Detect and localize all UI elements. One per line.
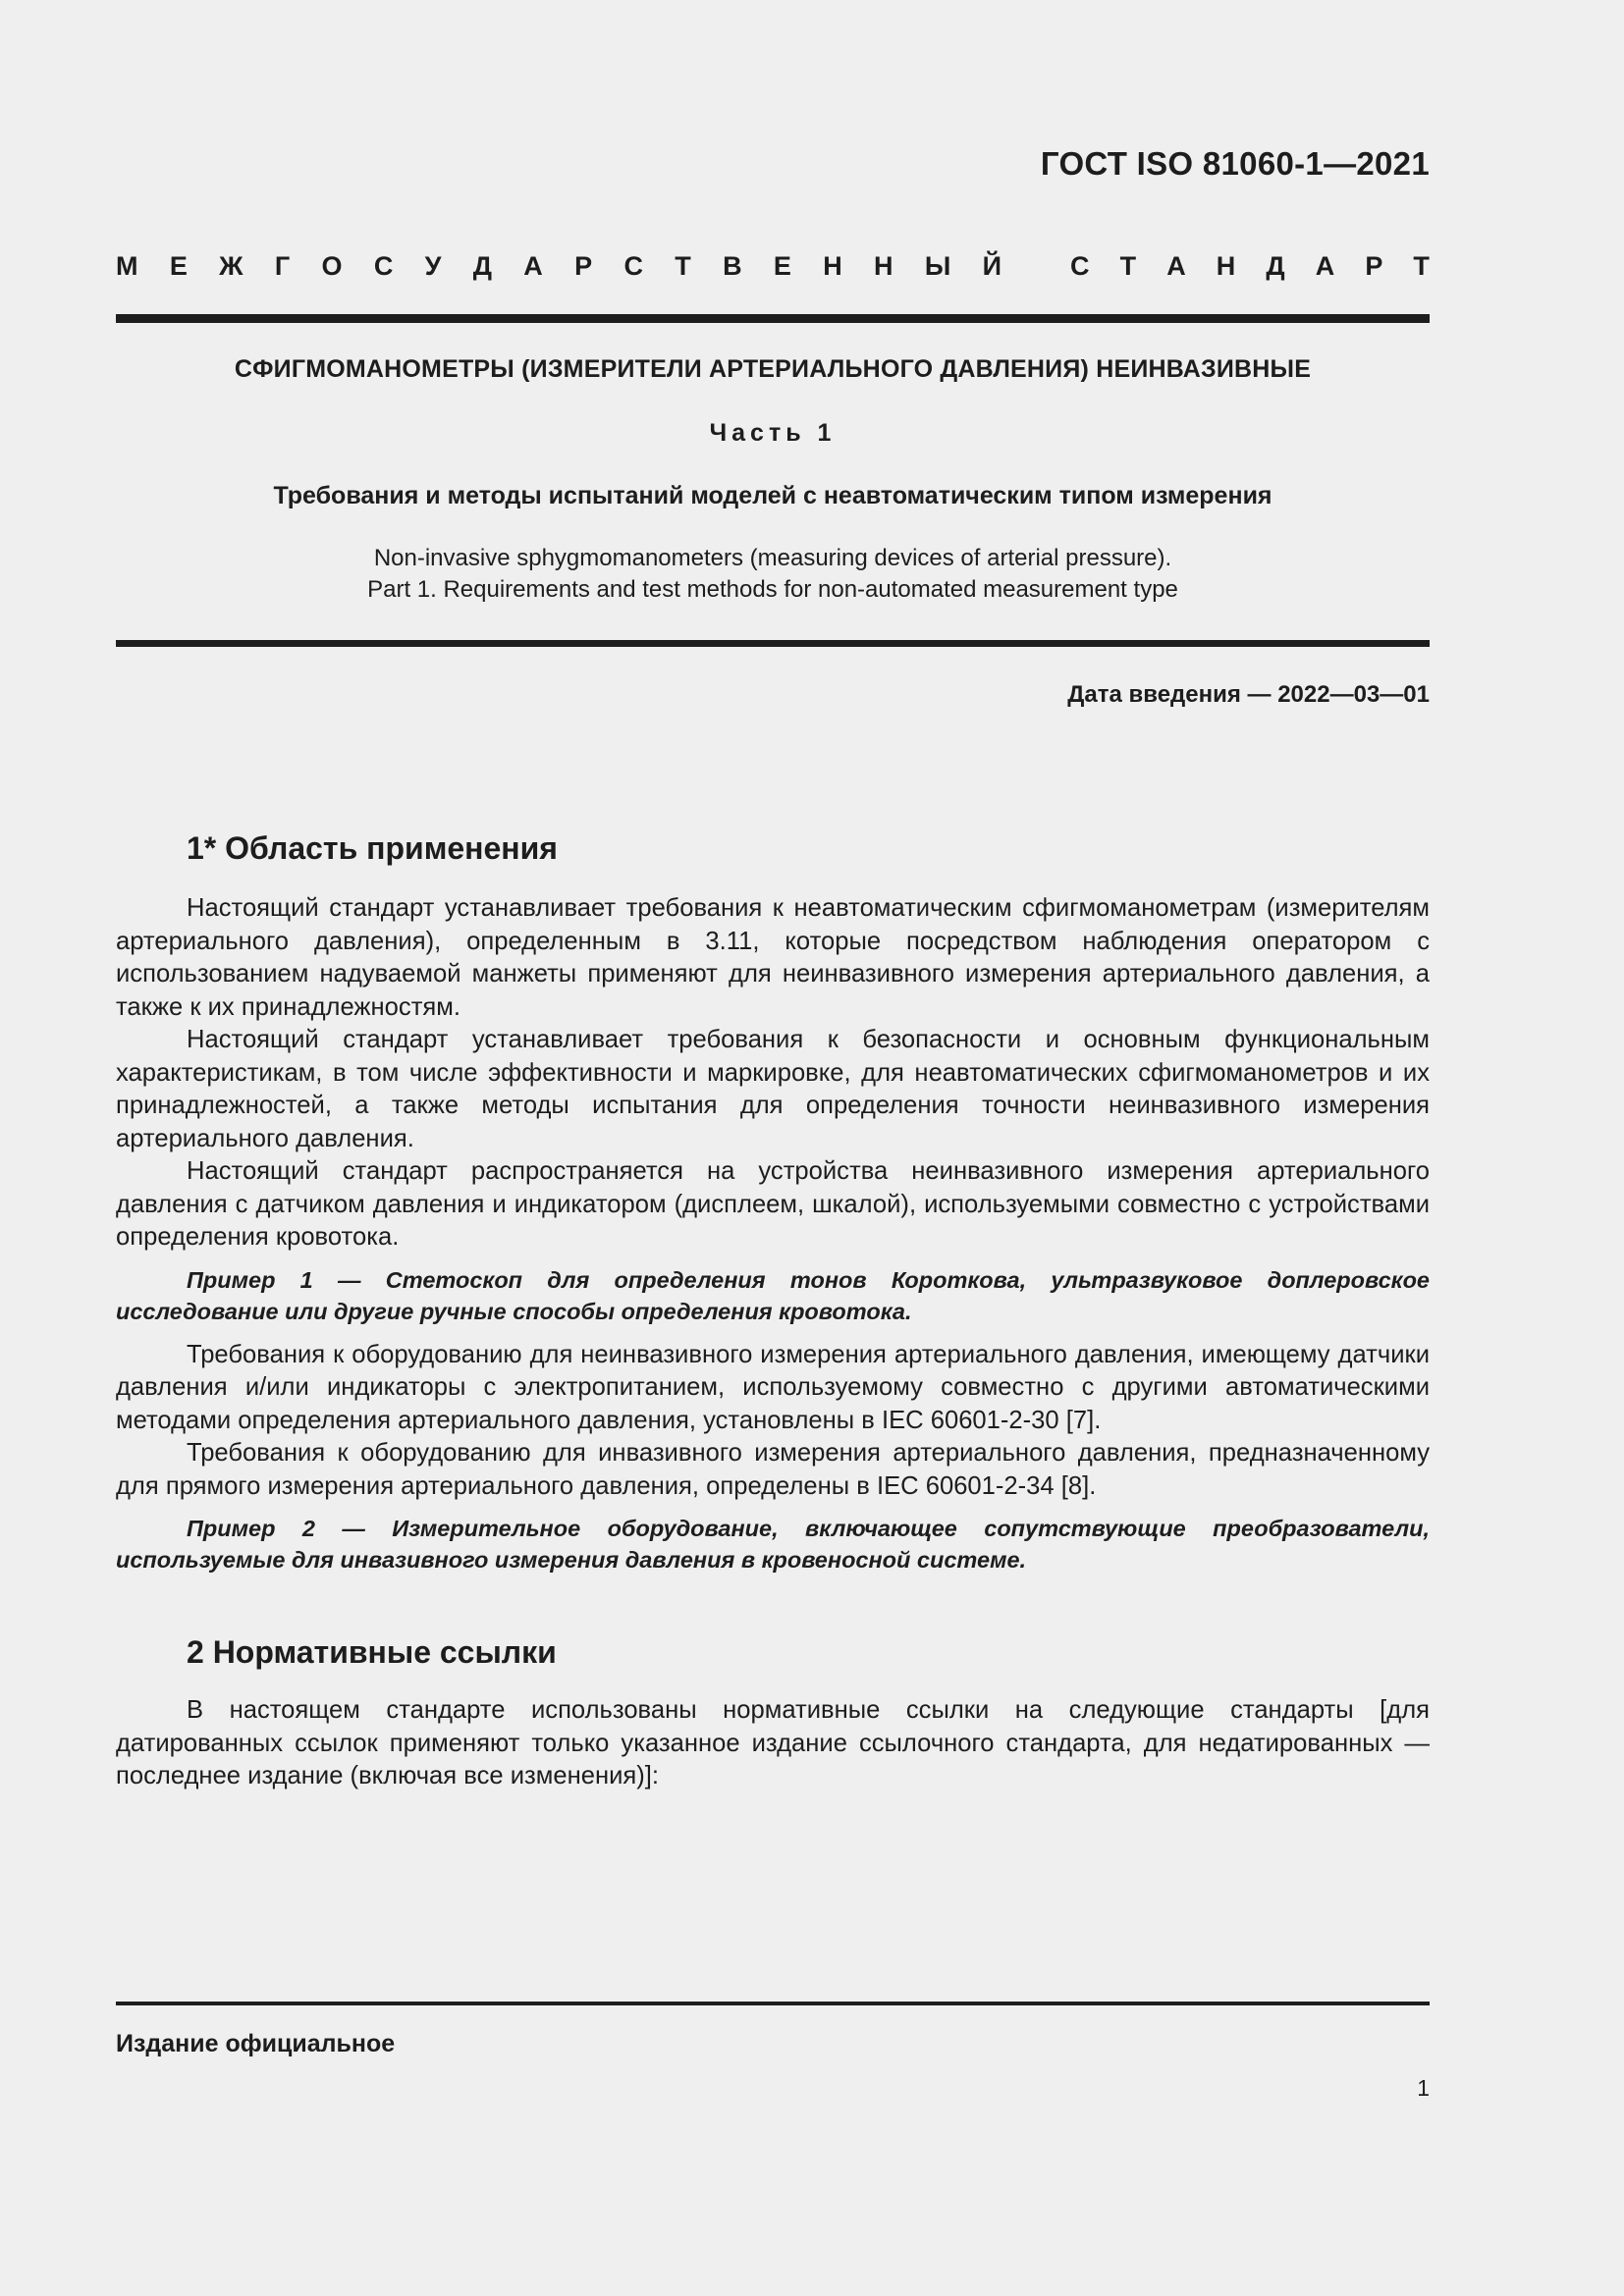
- letter: Ы: [924, 251, 951, 281]
- letter: Т: [675, 251, 691, 281]
- english-title-line-2: Part 1. Requirements and test methods for non-automated measurement type: [367, 576, 1178, 603]
- letter: Е: [773, 251, 791, 281]
- interstate-standard-label: [116, 251, 1430, 282]
- footer-rule: [116, 2002, 1430, 2005]
- letter: Т: [1119, 251, 1137, 281]
- english-title-line-1: Non-invasive sphygmomanometers (measuring devices of arterial pressure).: [373, 545, 1172, 571]
- letter: Е: [169, 251, 188, 281]
- letter: С: [373, 251, 394, 281]
- document-number: ГОСТ ISO 81060-1—2021: [1040, 145, 1430, 182]
- letter: Ж: [219, 251, 244, 281]
- letter: Т: [1413, 251, 1430, 281]
- example-note: Пример 1 — Стетоскоп для определения тонов Короткова, ультразвуковое доплеровское исследование или другие ручные способы определения кровотока.: [116, 1266, 1430, 1324]
- letter: Й: [982, 251, 1001, 281]
- paragraph: В настоящем стандарте использованы нормативные ссылки на следующие стандарты [для датированных ссылок применяют только указанное издание ссылочного стандарта, для недатированных — последнее издание (включая все изменения)]:: [116, 1696, 1430, 1789]
- edition-label: Издание официальное: [116, 2030, 396, 2057]
- part-label: Часть 1: [709, 419, 837, 447]
- paragraph: Настоящий стандарт устанавливает требования к неавтоматическим сфигмоманометрам (измерителям артериального давления), определенным в 3.11, которые посредством наблюдения оператором с использованием надуваемой манжеты применяют для неинвазивного измерения артериального давления, а также к их принадлежностям.: [116, 894, 1430, 1021]
- letter: Г: [274, 251, 291, 281]
- letter: Н: [874, 251, 893, 281]
- section-heading-scope: 1* Область применения: [187, 830, 558, 866]
- paragraph: Настоящий стандарт устанавливает требования к безопасности и основным функциональным характеристикам, в том числе эффективности и маркировке, для неавтоматических сфигмоманометров и их принадлежностей, а также методы испытания для определения точности неинвазивного измерения артериального давления.: [116, 1026, 1430, 1152]
- interstate-word: [116, 251, 1001, 282]
- english-title: [116, 543, 1430, 606]
- letter: С: [1070, 251, 1090, 281]
- standard-word: [1070, 251, 1430, 282]
- letter: А: [1166, 251, 1186, 281]
- letter: У: [424, 251, 442, 281]
- letter: Н: [823, 251, 842, 281]
- paragraph: Настоящий стандарт распространяется на устройства неинвазивного измерения артериального давления с датчиком давления и индикатором (дисплеем, шкалой), используемыми совместно с устройствами определения кровотока.: [116, 1157, 1430, 1251]
- title-rule: [116, 640, 1430, 647]
- paragraph: Требования к оборудованию для инвазивного измерения артериального давления, предназначенному для прямого измерения артериального давления, определены в IEC 60601-2-34 [8].: [116, 1439, 1430, 1500]
- paragraph: Требования к оборудованию для неинвазивного измерения артериального давления, имеющему датчики давления и/или индикаторы с электропитанием, используемому совместно с другими автоматическими методами определения артериального давления, установлены в IEC 60601-2-30 [7].: [116, 1340, 1430, 1434]
- letter: С: [623, 251, 643, 281]
- page-number: 1: [1417, 2075, 1430, 2101]
- letter: О: [321, 251, 343, 281]
- letter: А: [1315, 251, 1335, 281]
- document-subtitle: Требования и методы испытаний моделей с неавтоматическим типом измерения: [273, 482, 1272, 509]
- letter: В: [723, 251, 742, 281]
- header-rule: [116, 314, 1430, 323]
- letter: Д: [1266, 251, 1285, 281]
- letter: А: [523, 251, 543, 281]
- section-body-scope: [116, 892, 1430, 1587]
- letter: М: [116, 251, 138, 281]
- introduction-date: Дата введения — 2022—03—01: [1067, 681, 1430, 708]
- section-body-normative-references: [116, 1694, 1430, 1793]
- letter: Н: [1216, 251, 1236, 281]
- section-heading-normative-references: 2 Нормативные ссылки: [187, 1634, 557, 1670]
- letter: Р: [1365, 251, 1383, 281]
- example-note: Пример 2 — Измерительное оборудование, включающее сопутствующие преобразователи, используемые для инвазивного измерения давления в кровеносной системе.: [116, 1516, 1430, 1573]
- document-title: СФИГМОМАНОМЕТРЫ (ИЗМЕРИТЕЛИ АРТЕРИАЛЬНОГО ДАВЛЕНИЯ) НЕИНВАЗИВНЫЕ: [234, 355, 1312, 383]
- letter: Д: [472, 251, 492, 281]
- letter: Р: [574, 251, 593, 281]
